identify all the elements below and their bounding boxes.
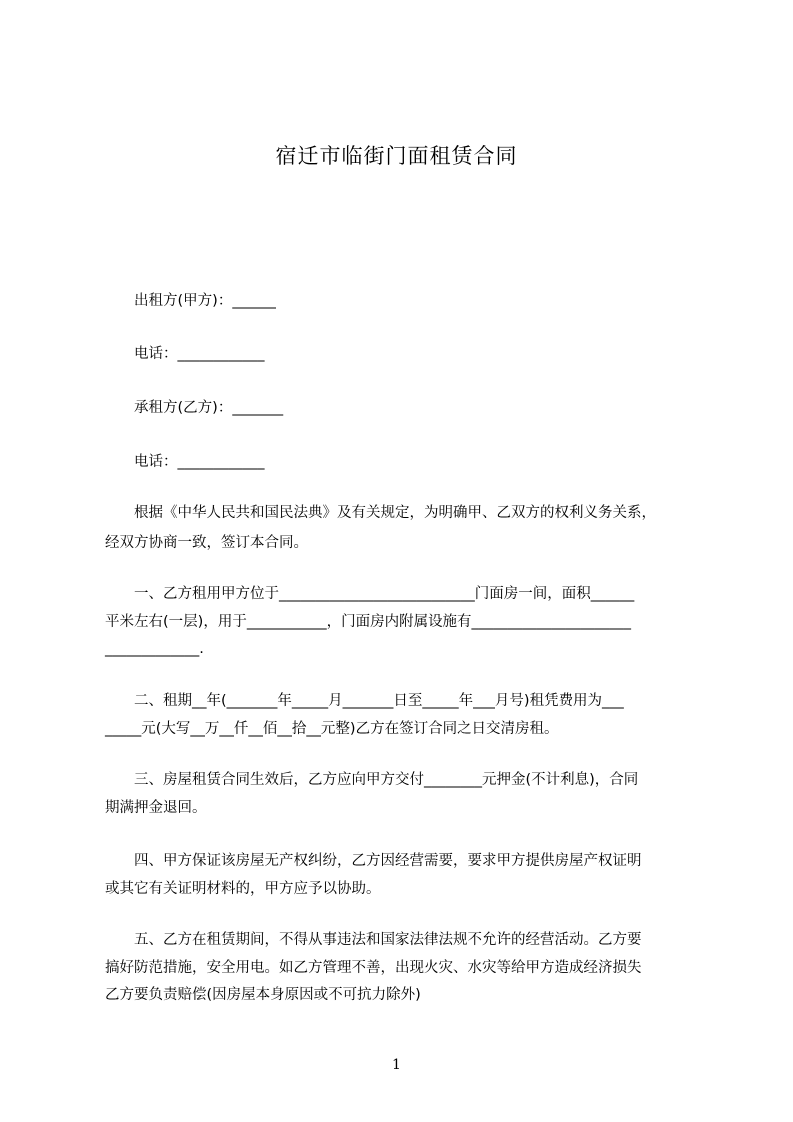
preamble-line-2: 经双方协商一致，签订本合同。 — [105, 535, 308, 551]
clause-4-line-1: 四、甲方保证该房屋无产权纠纷，乙方因经营需要，要求甲方提供房屋产权证明 — [105, 853, 642, 869]
preamble-line-1: 根据《中华人民共和国民法典》及有关规定，为明确甲、乙双方的权利义务关系， — [105, 505, 656, 521]
clause-2-line-1: 二、租期__年(_______年_____月_______日至_____年___月号)租凭费用为___ — [105, 693, 624, 709]
clause-5-line-2: 搞好防范措施，安全用电。如乙方管理不善，出现火灾、水灾等给甲方造成经济损失 — [105, 960, 642, 976]
clause-1-line-3: _____________. — [105, 641, 204, 657]
page-number: 1 — [392, 1057, 401, 1073]
clause-2-line-2: _____元(大写__万__仟__佰__拾__元整)乙方在签订合同之日交清房租。 — [105, 721, 559, 737]
lessee-line: 承租方(乙方)：_______ — [105, 400, 284, 416]
clause-5-line-1: 五、乙方在租赁期间，不得从事违法和国家法律法规不允许的经营活动。乙方要 — [105, 932, 642, 948]
lessor-line: 出租方(甲方)：______ — [105, 293, 276, 309]
lessee-phone-line: 电话：____________ — [105, 454, 265, 470]
lessor-phone-line: 电话：____________ — [105, 346, 265, 362]
clause-1-line-1: 一、乙方租用甲方位于___________________________门面房一间，面积______ — [105, 586, 635, 602]
clause-5-line-3: 乙方要负责赔偿(因房屋本身原因或不可抗力除外) — [105, 987, 421, 1003]
clause-3-line-1: 三、房屋租赁合同生效后，乙方应向甲方交付________元押金(不计利息)，合同 — [105, 772, 639, 788]
document-title: 宿迁市临街门面租赁合同 — [275, 144, 518, 168]
clause-1-line-2: 平米左右(一层)，用于___________，门面房内附属设施有______________________ — [105, 614, 632, 630]
clause-4-line-2: 或其它有关证明材料的，甲方应予以协助。 — [105, 881, 381, 897]
clause-3-line-2: 期满押金退回。 — [105, 800, 207, 816]
